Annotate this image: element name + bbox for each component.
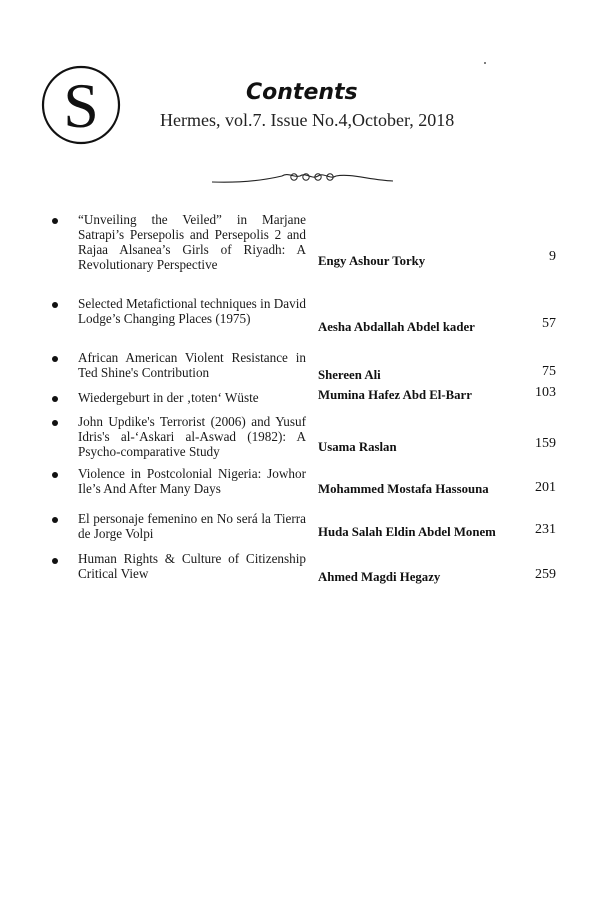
page-number: 259	[535, 567, 556, 582]
article-title: Human Rights & Culture of Citizenship Critical View	[78, 551, 306, 581]
article-author: Huda Salah Eldin Abdel Monem	[318, 525, 496, 539]
journal-logo	[40, 64, 122, 146]
article-author: Mohammed Mostafa Hassouna	[318, 482, 489, 496]
bullet-icon	[52, 356, 58, 362]
page-number: 231	[535, 522, 556, 537]
page-title: Contents	[246, 80, 358, 105]
article-title: Violence in Postcolonial Nigeria: Jowhor Ile’s And After Many Days	[78, 466, 306, 496]
article-author: Engy Ashour Torky	[318, 254, 426, 268]
article-title: John Updike's Terrorist (2006) and Yusuf Idris's al-‘Askari al-Aswad (1982): A Psycho-comparative Study	[78, 414, 306, 459]
article-title: El personaje femenino en No será la Tierra de Jorge Volpi	[78, 511, 306, 541]
bullet-icon	[52, 218, 58, 224]
ornament-divider	[210, 168, 395, 190]
page-number: 159	[535, 436, 556, 451]
bullet-icon	[52, 420, 58, 426]
speck	[484, 62, 486, 64]
bullet-icon	[52, 558, 58, 564]
article-title: African American Violent Resistance in Ted Shine's Contribution	[78, 350, 306, 380]
page-number: 201	[535, 480, 556, 495]
page-number: 57	[542, 316, 556, 331]
page-number: 75	[542, 364, 556, 379]
logo-letter: S	[63, 70, 99, 141]
page-number: 103	[535, 385, 556, 400]
article-author: Ahmed Magdi Hegazy	[318, 570, 441, 584]
article-title: Wiedergeburt in der ‚toten‘ Wüste	[78, 390, 259, 405]
page-number: 9	[549, 249, 556, 264]
article-title: “Unveiling the Veiled” in Marjane Satrapi’s Persepolis and Persepolis 2 and Rajaa Alsanea’s Girls of Riyadh: A Revolutionary Perspective	[78, 212, 306, 272]
bullet-icon	[52, 302, 58, 308]
article-title: Selected Metafictional techniques in David Lodge’s Changing Places (1975)	[78, 296, 306, 326]
bullet-icon	[52, 396, 58, 402]
article-author: Shereen Ali	[318, 368, 381, 382]
article-author: Mumina Hafez Abd El-Barr	[318, 388, 472, 402]
bullet-icon	[52, 517, 58, 523]
article-author: Aesha Abdallah Abdel kader	[318, 320, 475, 334]
journal-issue-subtitle: Hermes, vol.7. Issue No.4,October, 2018	[160, 110, 455, 130]
bullet-icon	[52, 472, 58, 478]
article-author: Usama Raslan	[318, 440, 397, 454]
